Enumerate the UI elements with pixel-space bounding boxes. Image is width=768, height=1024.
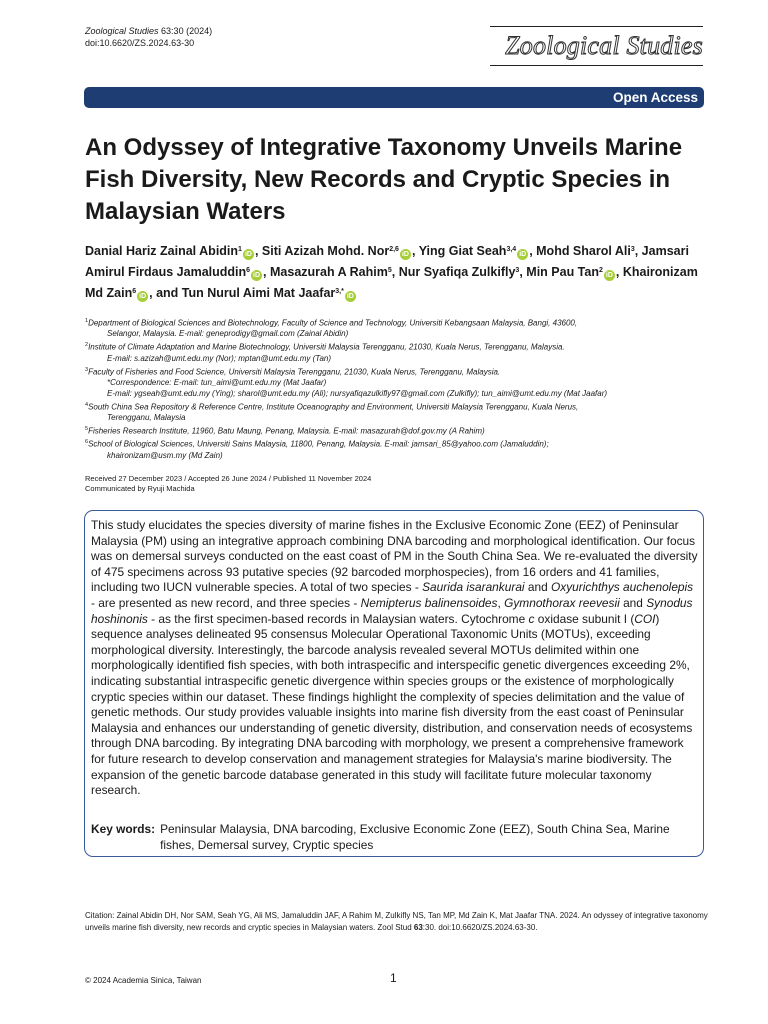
citation: Citation: Zainal Abidin DH, Nor SAM, Seah YG, Ali MS, Jamaluddin JAF, A Rahim M, Zulkifly NS, Tan MP, Md Zain K, Mat Jaafar TNA. 2024. An odyssey of integrative taxonomy unveils marine fish diversity, new records and cryptic species in Malaysian waters. Zool Stud 63:30. doi:10.6620/ZS.2024.63-30. bbox=[85, 911, 708, 932]
author-name: Masazurah A Rahim bbox=[270, 265, 388, 279]
keywords-label: Key words: bbox=[91, 822, 156, 836]
author-list: Danial Hariz Zainal Abidin$^1$iD , Siti Azizah Mohd. Nor$^{2,6}$iD , Ying Giat Seah$^{3,4}$iD , Mohd Sharol Ali$^3$, Jamsari Amirul Firdaus Jamaluddin$^6$iD , Masazurah A Rahim$^5$, Nur Syafiqa Zulkifly$^3$, Min Pau Tan$^2$iD , Khaironizam Md Zain$^6$iD , and Tun Nurul Aimi Mat Jaafar$^{3,*}$iD bbox=[85, 244, 698, 300]
doi: doi:10.6620/ZS.2024.63-30 bbox=[85, 38, 195, 48]
affiliation-6-email: khaironizam@usm.my (Md Zain) bbox=[107, 450, 223, 460]
species-name: Synodus hoshinonis bbox=[91, 595, 693, 626]
orcid-icon[interactable]: iD bbox=[605, 272, 613, 279]
affiliation-1-email: Selangor, Malaysia. E-mail: geneprodigy@gmail.com (Zainal Abidin) bbox=[107, 329, 349, 339]
author-name: Siti Azizah Mohd. Nor bbox=[261, 244, 390, 258]
species-name: Gymnothorax reevesii bbox=[504, 595, 620, 610]
communicated-line: Communicated by Ryuji Machida bbox=[85, 484, 195, 493]
affiliation-4: $^4$South China Sea Repository & Reference Centre, Institute Oceanography and Environment, Universiti Malaysia Terengganu, Kuala Nerus, bbox=[85, 401, 579, 412]
species-name: Saurida isarankurai bbox=[422, 580, 525, 595]
author-name: Ying Giat Seah bbox=[418, 244, 507, 258]
page-number: 1 bbox=[390, 971, 397, 985]
affiliation-2-email: E-mail: s.azizah@umt.edu.my (Nor); mptan@umt.edu.my (Tan) bbox=[107, 353, 332, 363]
author-name: Min Pau Tan bbox=[526, 265, 599, 279]
author-name: Mohd Sharol Ali bbox=[536, 244, 631, 258]
copyright: © 2024 Academia Sinica, Taiwan bbox=[85, 976, 202, 985]
orcid-icon[interactable]: iD bbox=[401, 251, 409, 258]
affiliation-4-cont: Terengganu, Malaysia bbox=[107, 413, 186, 422]
publication-dates bbox=[85, 474, 371, 494]
correspondence: *Correspondence: E-mail: tun_aimi@umt.edu.my (Mat Jaafar) bbox=[107, 377, 327, 387]
affiliation-sup: 2,6 bbox=[389, 246, 399, 253]
affiliations bbox=[85, 316, 725, 462]
author-name: Danial Hariz Zainal Abidin bbox=[85, 244, 239, 258]
author-name: Nur Syafiqa Zulkifly bbox=[398, 265, 516, 279]
abstract-text: This study elucidates the species diversity of marine fishes in the Exclusive Economic Zone (EEZ) of Peninsular Malaysia (PM) using an integrative approach combining DNA barcoding and morphological identification. Our focus was on demersal surveys conducted on the east coast of PM in the South China Sea. We re-evaluated the diversity of 475 specimens across 93 putative species (92 barcoded morphospecies), from 16 orders and 41 families, including two IUCN vulnerable species. A total of two species - Saurida isarankurai and Oxyurichthys auchenolepis - are presented as new record, and three species - Nemipterus balinensoides, Gymnothorax reevesii and Synodus hoshinonis - as the first specimen-based records in Malaysian waters. Cytochrome c oxidase subunit I (COI) sequence analyses delineated 95 consensus Molecular Operational Taxonomic Units (MOTUs), exceeding morphological diversity. Interestingly, the barcode analysis revealed several MOTUs delimited within one morphologically identified fish species, with both intraspecific and interspecific genetic divergences exceeding 2%, indicating substantial intraspecific genetic divergence within species groups or the existence of morphologically cryptic species within our dataset. These findings highlight the complexity of species delimitation and the value of genetic methods. Our study provides valuable insights into marine fish diversity from the east coast of Peninsular Malaysia and enhances our understanding of genetic diversity, distribution, and conservation needs of ecosystems through DNA barcoding. By integrating DNA barcoding with morphology, we present a comprehensive framework for future research to develop conservation and management strategies for Malaysia's marine biodiversity. The expansion of the genetic barcode database generated in this study will facilitate future molecular taxonomy research. bbox=[91, 518, 698, 798]
author-name: Jamsari Amirul Firdaus Jamaluddin bbox=[85, 244, 689, 279]
author-name: Khaironizam Md Zain bbox=[85, 265, 698, 300]
affiliation-sup: 5 bbox=[387, 267, 392, 274]
orcid-icon[interactable]: iD bbox=[519, 251, 527, 258]
affiliation-sup: 6 bbox=[132, 288, 137, 295]
affiliation-sup: 3 bbox=[630, 246, 635, 253]
journal-logo-text: Zoological Studies bbox=[505, 31, 703, 60]
affiliation-6: $^6$School of Biological Sciences, Universiti Sains Malaysia, 11800, Penang, Malaysia. E-mail: jamsari_85@yahoo.com (Jamaluddin); bbox=[85, 439, 549, 449]
open-access-label: Open Access bbox=[612, 90, 698, 105]
orcid-icon[interactable]: iD bbox=[253, 272, 261, 279]
affiliation-sup: 6 bbox=[246, 267, 251, 274]
orcid-icon[interactable]: iD bbox=[346, 293, 354, 300]
affiliation-sup: 3 bbox=[515, 267, 520, 274]
affiliation-sup: 3,4 bbox=[506, 246, 517, 253]
article-title: An Odyssey of Integrative Taxonomy Unveils Marine Fish Diversity, New Records and Cryptic Species in Malaysian Waters bbox=[85, 134, 683, 225]
orcid-icon[interactable]: iD bbox=[244, 251, 252, 258]
author-name: Tun Nurul Aimi Mat Jaafar bbox=[181, 286, 336, 300]
affiliation-sup: 3,* bbox=[335, 288, 344, 295]
volume-issue: 63:30 (2024) bbox=[158, 26, 213, 36]
affiliation-3: $^3$Faculty of Fisheries and Food Science, Universiti Malaysia Terengganu, 21030, Kuala Nerus, Terengganu, Malaysia. bbox=[85, 366, 501, 377]
affiliation-2: $^2$Institute of Climate Adaptation and Marine Biotechnology, Universiti Malaysia Terengganu, 21030, Kuala Nerus, Terengganu, Malaysia. bbox=[85, 342, 565, 352]
species-name: Oxyurichthys auchenolepis bbox=[551, 580, 694, 595]
journal-reference bbox=[85, 25, 212, 49]
journal-logo bbox=[490, 26, 703, 66]
keywords bbox=[91, 822, 699, 853]
affiliation-5: $^5$Fisheries Research Institute, 11960, Batu Maung, Penang, Malaysia. E-mail: masazurah@dof.gov.my (A Rahim) bbox=[85, 425, 485, 436]
journal-name: Zoological Studies bbox=[85, 26, 159, 36]
affiliation-sup: 1 bbox=[238, 246, 242, 253]
affiliation-3-email: E-mail: ygseah@umt.edu.my (Ying); sharol@umt.edu.my (Ali); nursyafiqazulkifly97@gmail.com (Zulkifly); tun_aimi@umt.edu.my (Mat Jaafar) bbox=[107, 388, 608, 398]
affiliation-sup: 2 bbox=[598, 267, 603, 274]
keywords-text: Peninsular Malaysia, DNA barcoding, Exclusive Economic Zone (EEZ), South China Sea, Marine fishes, Demersal survey, Cryptic species bbox=[160, 822, 670, 852]
affiliation-1: $^1$Department of Biological Sciences and Biotechnology, Faculty of Science and Technology, Universiti Kebangsaan Malaysia, Bangi, 43600, bbox=[85, 318, 578, 328]
orcid-icon[interactable]: iD bbox=[139, 293, 147, 300]
received-line: Received 27 December 2023 / Accepted 26 June 2024 / Published 11 November 2024 bbox=[85, 474, 372, 483]
species-name: Nemipterus balinensoides bbox=[360, 595, 498, 610]
open-access-banner bbox=[84, 87, 704, 108]
